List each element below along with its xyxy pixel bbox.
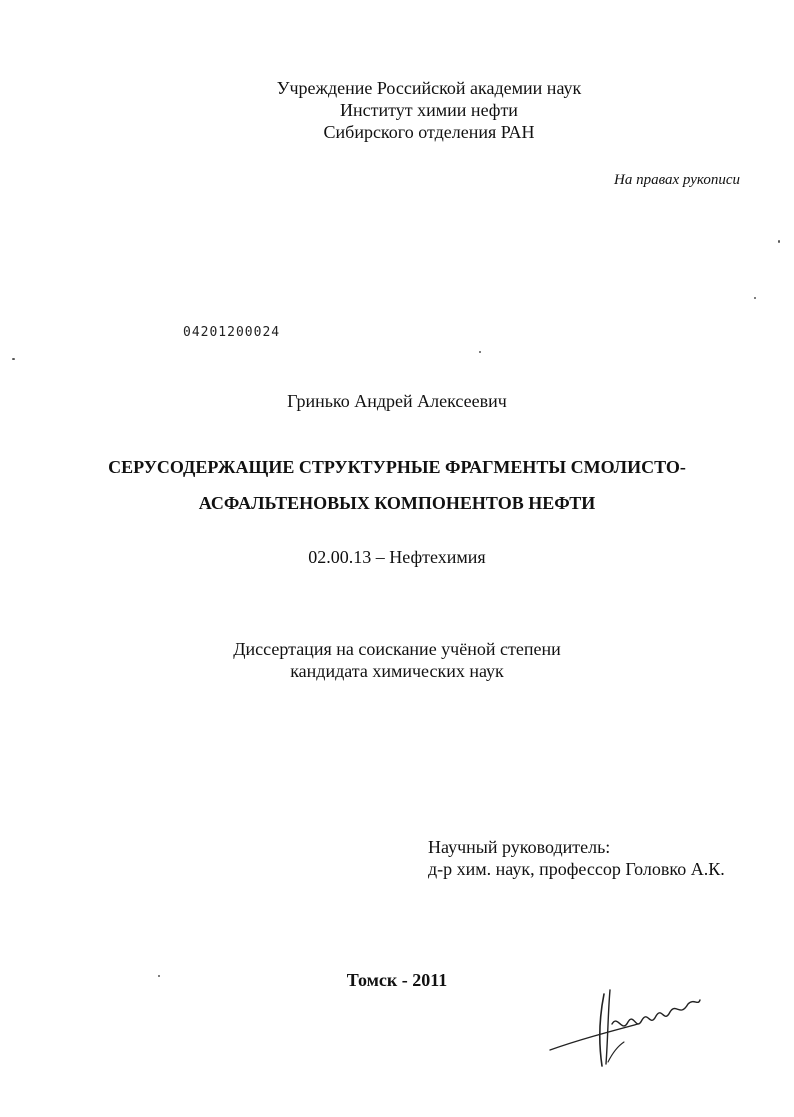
degree-line-2: кандидата химических наук (290, 661, 504, 681)
scan-speck (754, 297, 756, 299)
scan-speck (479, 351, 481, 353)
handwritten-signature-icon (548, 984, 708, 1074)
registration-code: 04201200024 (183, 325, 281, 340)
organization-line-2: Институт химии нефти (340, 100, 518, 120)
organization-line-1: Учреждение Российской академии наук (276, 78, 582, 98)
rights-note: На правах рукописи (614, 172, 740, 188)
organization-line-3: Сибирского отделения РАН (323, 122, 535, 142)
advisor-block (428, 836, 725, 880)
advisor-name: д-р хим. наук, профессор Головко А.К. (428, 859, 725, 879)
title-line-2: АСФАЛЬТЕНОВЫХ КОМПОНЕНТОВ НЕФТИ (198, 493, 596, 513)
scan-speck (12, 358, 15, 360)
scan-speck (158, 975, 160, 977)
advisor-label: Научный руководитель: (428, 837, 611, 857)
title-line-1: СЕРУСОДЕРЖАЩИЕ СТРУКТУРНЫЕ ФРАГМЕНТЫ СМОЛИСТО- (108, 457, 686, 477)
scan-speck (778, 240, 780, 243)
author-name: Гринько Андрей Алексеевич (287, 391, 507, 411)
organization-block (0, 77, 794, 143)
city-year: Томск - 2011 (346, 970, 448, 990)
degree-line-1: Диссертация на соискание учёной степени (233, 639, 561, 659)
degree-statement (0, 638, 794, 682)
specialty: 02.00.13 – Нефтехимия (308, 547, 486, 567)
dissertation-title (0, 449, 794, 521)
